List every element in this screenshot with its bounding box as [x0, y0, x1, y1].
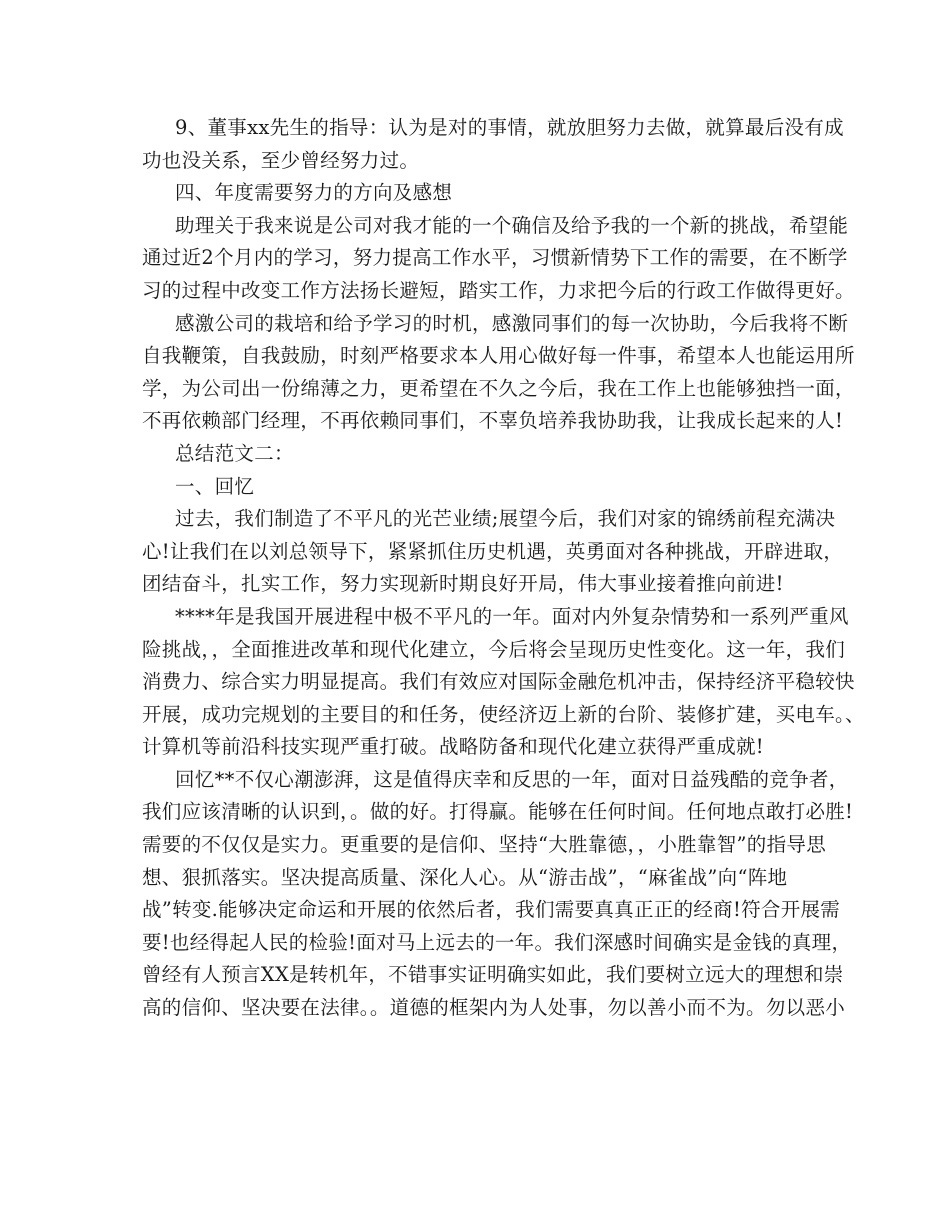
text-line: 学，为公司出一份绵薄之力，更希望在不久之今后，我在工作上也能够独挡一面，: [142, 376, 855, 400]
text-line: 高的信仰、坚决要在法律。。道德的框架内为人处事，勿以善小而不为。勿以恶小: [142, 996, 846, 1020]
text-line: 四、年度需要努力的方向及感想: [175, 181, 453, 205]
text-line: 过去，我们制造了不平凡的光芒业绩;展望今后，我们对家的锦绣前程充满决: [175, 507, 836, 531]
text-line: 战”转变.能够决定命运和开展的依然后者，我们需要真真正正的经商!符合开展需: [142, 898, 841, 922]
text-line: 一、回忆: [175, 474, 255, 498]
text-line: 功也没关系，至少曾经努力过。: [142, 148, 420, 172]
text-line: 险挑战，，全面推进改革和现代化建立，今后将会呈现历史性变化。这一年，我们: [142, 637, 846, 661]
text-line: 回忆**不仅心潮澎湃，这是值得庆幸和反思的一年，面对日益残酷的竞争者，: [175, 767, 849, 791]
text-line: 计算机等前沿科技实现严重打破。战略防备和现代化建立获得严重成就!: [142, 735, 764, 759]
text-line: 开展，成功完规划的主要目的和任务，使经济迈上新的台阶、装修扩建，买电车。、: [142, 702, 865, 726]
text-line: 不再依赖部门经理，不再依赖同事们，不辜负培养我协助我，让我成长起来的人!: [142, 409, 844, 433]
text-line: 消费力、综合实力明显提高。我们有效应对国际金融危机冲击，保持经济平稳较快: [142, 670, 855, 694]
text-line: 9、董事xx先生的指导：认为是对的事情，就放胆努力去做，就算最后没有成: [175, 116, 844, 139]
text-line: 感激公司的栽培和给予学习的时机，感激同事们的每一次协助，今后我将不断: [175, 311, 849, 335]
text-line: 助理关于我来说是公司对我才能的一个确信及给予我的一个新的挑战，希望能: [175, 213, 849, 237]
text-line: 想、狠抓落实。坚决提高质量、深化人心。从“游击战”，“麻雀战”向“阵地: [142, 865, 788, 889]
text-line: 心!让我们在以刘总领导下，紧紧抓住历史机遇，英勇面对各种挑战，开辟进取，: [142, 539, 844, 563]
text-line: 团结奋斗，扎实工作，努力实现新时期良好开局，伟大事业接着推向前进!: [142, 572, 784, 596]
text-line: 需要的不仅仅是实力。更重要的是信仰、坚持“大胜靠德，，小胜靠智”的指导思: [142, 833, 826, 857]
text-line: 总结范文二：: [175, 441, 294, 465]
text-line: 自我鞭策，自我鼓励，时刻严格要求本人用心做好每一件事，希望本人也能运用所: [142, 344, 855, 368]
text-line: 我们应该清晰的认识到，。做的好。打得赢。能够在任何时间。任何地点敢打必胜!: [142, 800, 854, 824]
document-body: [142, 112, 865, 1025]
text-line: 通过近2个月内的学习，努力提高工作水平，习惯新情势下工作的需要，在不断学: [142, 246, 848, 270]
text-line: 习的过程中改变工作方法扬长避短，踏实工作，力求把今后的行政工作做得更好。: [142, 278, 855, 302]
text-line: 曾经有人预言XX是转机年，不错事实证明确实如此，我们要树立远大的理想和崇: [142, 963, 844, 987]
text-line: 要!也经得起人民的检验!面对马上远去的一年。我们深感时间确实是金钱的真理，: [142, 930, 852, 954]
text-line: ****年是我国开展进程中极不平凡的一年。面对内外复杂情势和一系列严重风: [175, 604, 849, 628]
